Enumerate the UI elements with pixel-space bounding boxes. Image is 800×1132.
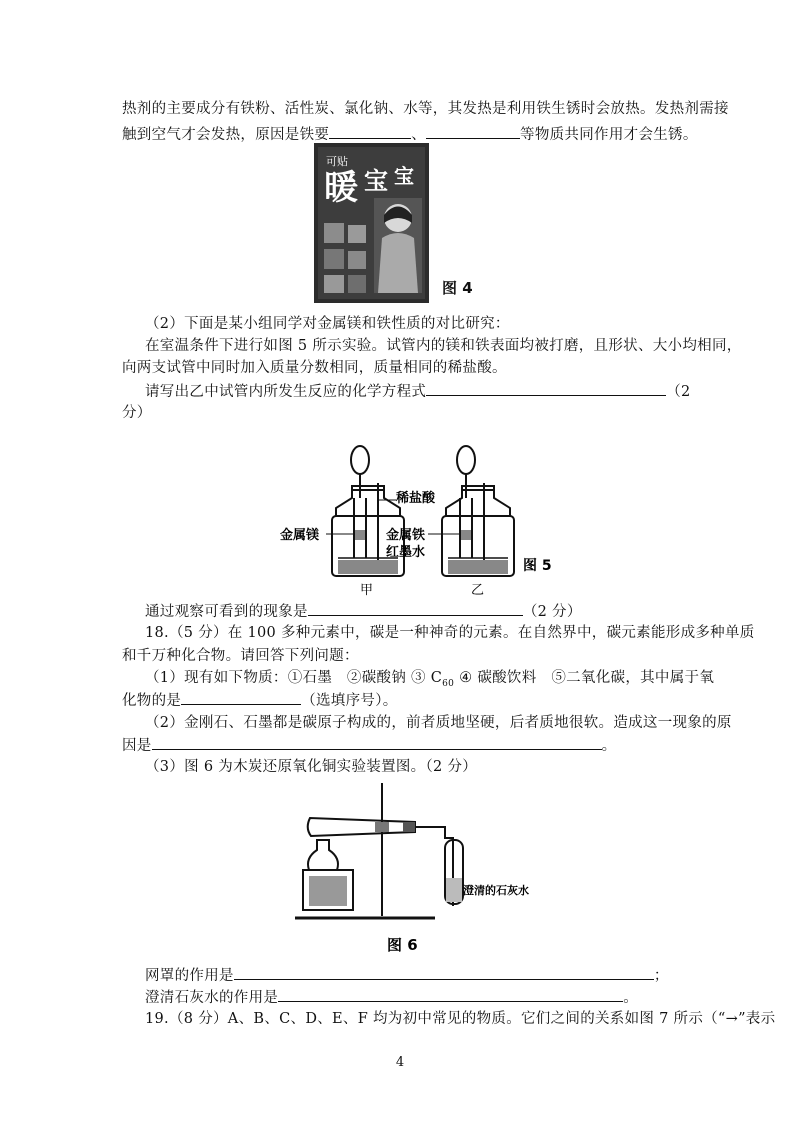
carbon-reduction-apparatus — [295, 778, 529, 958]
figure-6 — [295, 778, 529, 958]
q18-net-line — [145, 965, 669, 986]
label-red-ink: 红墨水 — [386, 545, 426, 560]
q18-p2-l2-end: 。 — [601, 738, 617, 754]
label-magnesium: 金属镁 — [280, 528, 320, 543]
q18-p1-line2 — [122, 690, 398, 711]
answer-blank-observation[interactable] — [308, 601, 523, 616]
pack-title-3: 宝 — [394, 164, 414, 188]
q17-ask-score: （2 — [666, 384, 691, 400]
label-dilute-hcl: 稀盐酸 — [396, 491, 436, 506]
figure-4-label: 图 4 — [442, 279, 473, 297]
answer-blank-reason[interactable] — [152, 735, 602, 750]
q18-p3: （3）图 6 为木炭还原氧化铜实验装置图。（2 分） — [145, 759, 478, 775]
q18-line1: 18.（5 分）在 100 多种元素中，碳是一种神奇的元素。在自然界中，碳元素能形成多种单质 — [145, 625, 755, 641]
q19-line1: 19.（8 分）A、B、C、D、E、F 均为初中常见的物质。它们之间的关系如图 7 所示（“→”表示 — [145, 1011, 776, 1027]
q18-lime-text: 澄清石灰水的作用是 — [145, 990, 279, 1006]
q17-obs-score: （2 分） — [522, 604, 582, 620]
q18-p2-line2 — [122, 735, 616, 756]
q17-exp-line2: 向两支试管中同时加入质量分数相同，质量相同的稀盐酸。 — [122, 360, 507, 376]
heat-pack-photo — [314, 143, 489, 305]
answer-blank-net[interactable] — [234, 965, 654, 980]
q18-net-text: 网罩的作用是 — [145, 968, 234, 984]
mg-fe-experiment-diagram — [278, 438, 552, 598]
label-jia: 甲 — [360, 583, 374, 598]
q18-p1-tail: ④ 碳酸饮料 ⑤二氧化碳，其中属于氧 — [454, 670, 715, 686]
q17-exp-line1: 在室温条件下进行如图 5 所示实验。试管内的镁和铁表面均被打磨，且形状、大小均相同， — [145, 338, 742, 354]
label-lime-water: 澄清的石灰水 — [463, 884, 529, 897]
label-yi: 乙 — [471, 583, 485, 598]
answer-blank-2[interactable] — [426, 124, 520, 139]
q17-ask-text: 请写出乙中试管内所发生反应的化学方程式 — [145, 384, 427, 400]
q17-line2-text-a: 触到空气才会发热，原因是铁要 — [122, 127, 330, 143]
label-iron: 金属铁 — [386, 528, 426, 543]
q17-line1: 热剂的主要成分有铁粉、活性炭、氯化钠、水等，其发热是利用铁生锈时会放热。发热剂需接 — [122, 101, 729, 117]
q17-line2-sep: 、 — [411, 127, 427, 143]
q17-part2-intro: （2）下面是某小组同学对金属镁和铁性质的对比研究： — [145, 316, 510, 332]
q17-ask-line1 — [145, 381, 691, 402]
q18-net-end: ； — [653, 968, 669, 984]
page-number: 4 — [395, 1055, 405, 1070]
q17-observation — [145, 601, 582, 622]
answer-blank-equation[interactable] — [426, 381, 666, 396]
figure-5 — [278, 438, 552, 598]
c60-subscript: 60 — [442, 678, 455, 689]
q18-p1-text: （1）现有如下物质：①石墨 ②碳酸钠 ③ C — [145, 670, 443, 686]
q17-ask-line2: 分） — [122, 405, 152, 421]
answer-blank-1[interactable] — [329, 124, 411, 139]
q18-p2-line1: （2）金刚石、石墨都是碳原子构成的，前者质地坚硬，后者质地很软。造成这一现象的原 — [145, 715, 732, 731]
q18-line2: 和千万种化合物。请回答下列问题： — [122, 648, 359, 664]
pack-title-2: 宝 — [364, 167, 388, 195]
pack-small-text: 可贴 — [326, 155, 348, 168]
q18-lime-line — [145, 987, 638, 1008]
figure-4 — [314, 143, 489, 305]
answer-blank-oxides[interactable] — [181, 690, 301, 705]
figure-5-label: 图 5 — [523, 558, 552, 574]
pack-title-1: 暖 — [324, 168, 358, 208]
q18-p1-l2-b: （选填序号）。 — [301, 693, 398, 709]
q17-line2 — [122, 124, 698, 145]
q18-p2-l2-a: 因是 — [122, 738, 152, 754]
q18-lime-end: 。 — [623, 990, 639, 1006]
answer-blank-lime[interactable] — [278, 987, 623, 1002]
q17-obs-text: 通过观察可看到的现象是 — [145, 604, 308, 620]
q18-p1-l2-a: 化物的是 — [122, 693, 182, 709]
figure-6-label: 图 6 — [387, 936, 418, 954]
q17-line2-text-b: 等物质共同作用才会生锈。 — [520, 127, 698, 143]
